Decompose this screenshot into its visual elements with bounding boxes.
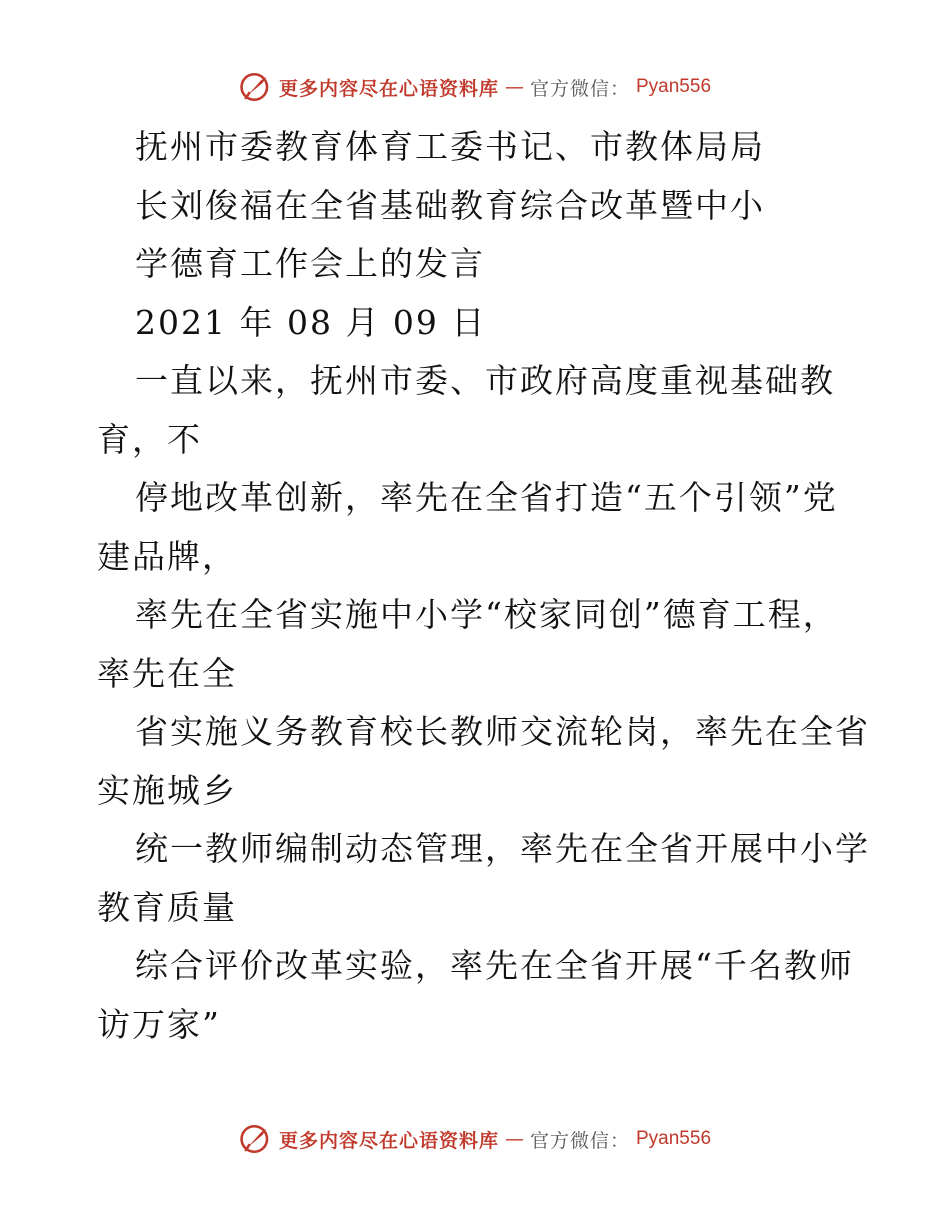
paragraph-line: 实施城乡 bbox=[97, 770, 237, 810]
watermark-header bbox=[0, 70, 950, 104]
paragraph-line: 建品牌， bbox=[97, 536, 237, 576]
watermark-wechat-label: 官方微信： bbox=[529, 1129, 630, 1152]
title-line-3: 学德育工作会上的发言 bbox=[135, 244, 485, 283]
watermark-dash: — bbox=[504, 1128, 524, 1150]
date-line: 2021 年 08 月 09 日 bbox=[135, 302, 487, 342]
paragraph-line: 停地改革创新，率先在全省打造“五个引领”党 bbox=[135, 478, 838, 517]
paragraph-line: 率先在全省实施中小学“校家同创”德育工程， bbox=[135, 595, 838, 634]
paragraph-line: 一直以来，抚州市委、市政府高度重视基础教 bbox=[135, 361, 835, 400]
pen-nib-logo-icon bbox=[239, 1122, 273, 1156]
watermark-wechat-id: Pyan556 bbox=[636, 1128, 712, 1149]
paragraph-line: 率先在全 bbox=[97, 653, 237, 693]
pen-nib-logo-icon bbox=[239, 70, 273, 104]
paragraph-line: 教育质量 bbox=[97, 887, 237, 927]
watermark-text: 更多内容尽在心语资料库 bbox=[278, 77, 499, 100]
watermark-dash: — bbox=[504, 76, 524, 98]
watermark-wechat-label: 官方微信： bbox=[529, 77, 630, 100]
title-line-2: 长刘俊福在全省基础教育综合改革暨中小 bbox=[135, 185, 765, 225]
paragraph-line: 育，不 bbox=[97, 419, 202, 459]
document-body bbox=[97, 118, 887, 1054]
watermark-wechat-id: Pyan556 bbox=[636, 76, 712, 97]
watermark-footer bbox=[0, 1122, 950, 1156]
paragraph-line: 访万家” bbox=[97, 1004, 221, 1044]
paragraph-line: 统一教师编制动态管理，率先在全省开展中小学 bbox=[135, 829, 870, 868]
paragraph-line: 综合评价改革实验，率先在全省开展“千名教师 bbox=[135, 946, 854, 985]
watermark-text: 更多内容尽在心语资料库 bbox=[278, 1129, 499, 1152]
paragraph-line: 省实施义务教育校长教师交流轮岗，率先在全省 bbox=[135, 712, 870, 751]
title-line-1: 抚州市委教育体育工委书记、市教体局局 bbox=[135, 127, 765, 166]
